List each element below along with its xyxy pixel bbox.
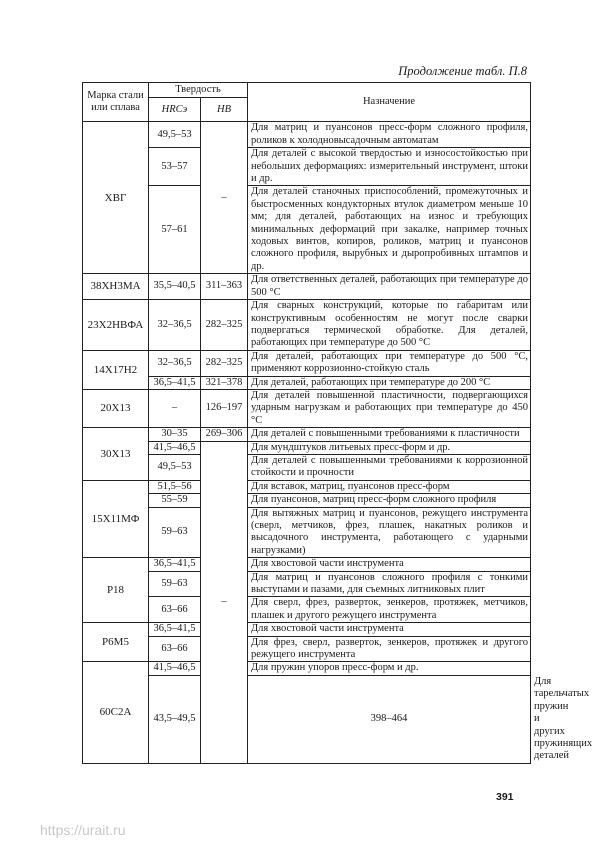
purpose-cell: Для деталей с повышенными требованиями к пластичности	[248, 428, 531, 441]
table-row	[83, 350, 531, 376]
purpose-cell: Для матриц и пуансонов сложного профиля с тонкими выступами и пазами, для съемных литниковых плит	[248, 571, 531, 597]
header-hb: HB	[201, 98, 248, 122]
hrc-cell: 63–66	[149, 597, 201, 623]
hrc-cell: –	[149, 389, 201, 427]
hb-cell: 321–378	[201, 376, 248, 389]
grade-cell: ХВГ	[83, 122, 149, 274]
purpose-cell: Для хвостовой части инструмента	[248, 623, 531, 636]
hrc-cell: 59–63	[149, 507, 201, 558]
purpose-cell: Для деталей, работающих при температуре до 500 °С, применяют коррозионно-стойкую сталь	[248, 350, 531, 376]
hrc-cell: 63–66	[149, 636, 201, 662]
hrc-cell: 59–63	[149, 571, 201, 597]
grade-cell: 30Х13	[83, 428, 149, 481]
table-row	[83, 597, 531, 623]
hrc-cell: 41,5–46,5	[149, 441, 201, 454]
hrc-cell: 57–61	[149, 186, 201, 274]
table-caption: Продолжение табл. П.8	[398, 64, 527, 78]
purpose-cell: Для мундштуков литьевых пресс-форм и др.	[248, 441, 531, 454]
header-hardness: Твердость	[149, 83, 248, 98]
table-row	[83, 494, 531, 507]
grade-cell: 20Х13	[83, 389, 149, 427]
hb-cell: –	[201, 122, 248, 274]
table-row	[83, 558, 531, 571]
table-row: 43,5–49,5 398–464 Для тарельчатых пружин и других пружинящих деталей	[83, 675, 531, 763]
table-row	[83, 376, 531, 389]
purpose-cell: Для фрез, сверл, разверток, зенкеров, протяжек и другого режущего инструмента	[248, 636, 531, 662]
purpose-cell: Для деталей повышенной пластичности, подвергающихся ударным нагрузкам и работающих при температуре до 450 °С	[248, 389, 531, 427]
hrc-cell: 36,5–41,5	[149, 558, 201, 571]
purpose-cell: Для деталей с повышенными требованиями к коррозионной стойкости и прочности	[248, 454, 531, 480]
hb-cell: 398–464	[248, 675, 531, 763]
hb-cell: –	[201, 441, 248, 763]
table-row	[83, 274, 531, 300]
table-row	[83, 300, 531, 351]
hb-cell: 282–325	[201, 350, 248, 376]
table-row	[83, 662, 531, 675]
table-row	[83, 186, 531, 274]
purpose-cell: Для ответственных деталей, работающих при температуре до 500 °С	[248, 274, 531, 300]
purpose-cell: Для сверл, фрез, разверток, зенкеров, протяжек, метчиков, плашек и другого режущего инструмента	[248, 597, 531, 623]
grade-cell: 60С2А	[83, 662, 149, 763]
page-number: 391	[496, 791, 514, 803]
purpose-cell: Для матриц и пуансонов пресс-форм сложного профиля, роликов к холодновысадочным автоматам	[248, 122, 531, 148]
source-url: https://urait.ru	[40, 822, 126, 838]
steel-hardness-table	[82, 82, 593, 764]
table-row	[83, 148, 531, 186]
purpose-cell: Для пружин упоров пресс-форм и др.	[248, 662, 531, 675]
purpose-cell: Для сварных конструкций, которые по габаритам или конструктивным особенностям не могут после сварки подвергаться термической обработке. Для деталей, работающих при температуре до 500 °С	[248, 300, 531, 351]
purpose-cell: Для вставок, матриц, пуансонов пресс-форм	[248, 480, 531, 493]
hrc-cell: 30–35	[149, 428, 201, 441]
grade-cell: 14Х17Н2	[83, 350, 149, 389]
hrc-cell: 55–59	[149, 494, 201, 507]
purpose-cell: Для хвостовой части инструмента	[248, 558, 531, 571]
table-row	[83, 428, 531, 441]
table-row	[83, 122, 531, 148]
hrc-cell: 49,5–53	[149, 454, 201, 480]
hrc-cell: 49,5–53	[149, 122, 201, 148]
purpose-cell: Для вытяжных матриц и пуансонов, режущего инструмента (сверл, метчиков, фрез, плашек, накатных роликов и высадочного инструмента, работающего с ударными нагрузками)	[248, 507, 531, 558]
grade-cell: 15Х11МФ	[83, 480, 149, 557]
header-row-1	[83, 83, 531, 98]
table-row	[83, 507, 531, 558]
table-row	[83, 636, 531, 662]
grade-cell: 23Х2НВФА	[83, 300, 149, 351]
hb-cell: 311–363	[201, 274, 248, 300]
table-row	[83, 623, 531, 636]
hb-cell: 126–197	[201, 389, 248, 427]
hrc-cell: 51,5–56	[149, 480, 201, 493]
purpose-cell: Для деталей с высокой твердостью и износостойкостью при небольших деформациях: измерительный инструмент, штоки и др.	[248, 148, 531, 186]
purpose-cell: Для пуансонов, матриц пресс-форм сложного профиля	[248, 494, 531, 507]
header-grade: Марка стали или сплава	[83, 83, 149, 122]
hrc-cell: 53–57	[149, 148, 201, 186]
purpose-cell: Для деталей станочных приспособлений, промежуточных и быстросменных кондукторных втулок диаметром меньше 10 мм; для деталей, работающих на износ и требующих минимальных деформаций при закалке, например точных ходовых винтов, копиров, роликов, матриц и пуансонов сложного профиля, вырубных и дыропробивных штампов и др.	[248, 186, 531, 274]
table-row	[83, 480, 531, 493]
hb-cell: 269–306	[201, 428, 248, 441]
hrc-cell: 36,5–41,5	[149, 376, 201, 389]
header-hrc: HRCэ	[149, 98, 201, 122]
hrc-cell: 43,5–49,5	[149, 675, 201, 763]
table-row	[83, 389, 531, 427]
grade-cell: Р18	[83, 558, 149, 623]
table-row	[83, 454, 531, 480]
hrc-cell: 32–36,5	[149, 350, 201, 376]
grade-cell: Р6М5	[83, 623, 149, 662]
header-purpose: Назначение	[248, 83, 531, 122]
purpose-cell: Для деталей, работающих при температуре до 200 °С	[248, 376, 531, 389]
hrc-cell: 41,5–46,5	[149, 662, 201, 675]
hrc-cell: 35,5–40,5	[149, 274, 201, 300]
table-row	[83, 571, 531, 597]
table-row	[83, 441, 531, 454]
hrc-cell: 36,5–41,5	[149, 623, 201, 636]
grade-cell: 38ХН3МА	[83, 274, 149, 300]
hb-cell: 282–325	[201, 300, 248, 351]
hrc-cell: 32–36,5	[149, 300, 201, 351]
